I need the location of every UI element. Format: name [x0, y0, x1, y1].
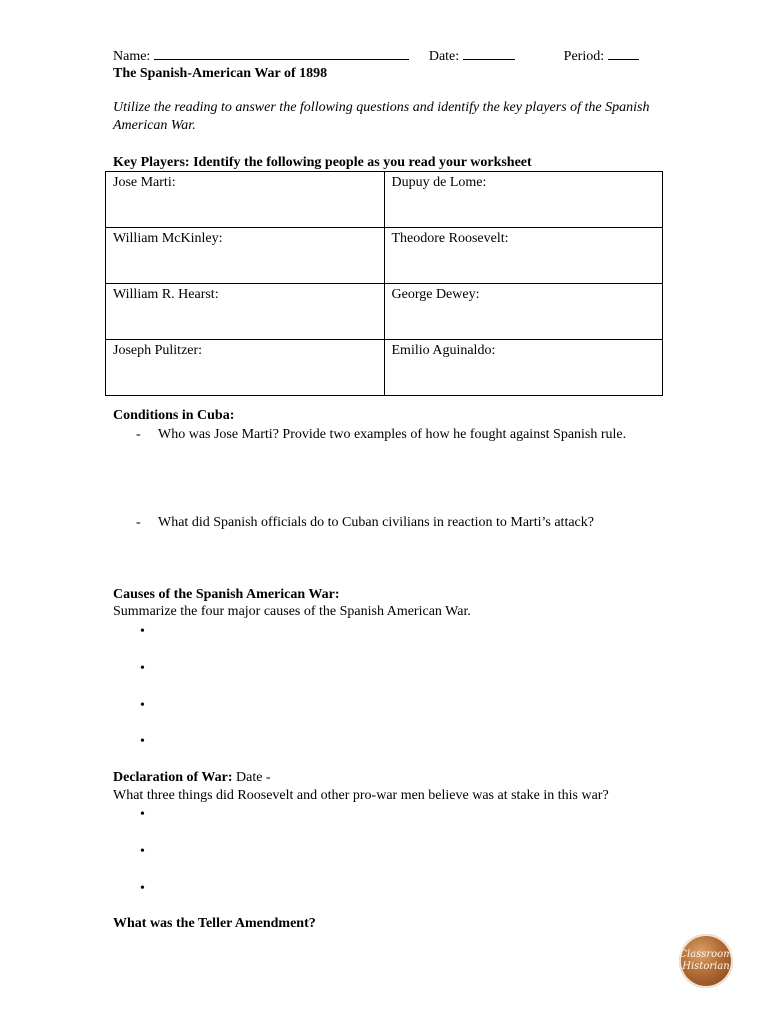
declaration-line: [113, 769, 271, 786]
logo-text-line1: Classroom: [679, 949, 733, 960]
question-2: What did Spanish officials do to Cuban civilians in reaction to Marti’s attack?: [158, 515, 594, 530]
key-players-table: [105, 171, 663, 396]
causes-prompt: Summarize the four major causes of the Spanish American War.: [113, 604, 471, 619]
table-row: [106, 228, 663, 284]
table-row: [106, 172, 663, 228]
period-field[interactable]: [608, 46, 639, 60]
date-field[interactable]: [463, 46, 515, 60]
key-players-heading: Key Players: Identify the following people as you read your worksheet: [113, 155, 532, 170]
dash-marker: -: [136, 515, 141, 530]
logo-text-line2: Historian: [682, 961, 730, 972]
table-cell[interactable]: Jose Marti:: [106, 172, 385, 228]
causes-heading: Causes of the Spanish American War:: [113, 587, 340, 602]
table-cell[interactable]: Joseph Pulitzer:: [106, 340, 385, 396]
bullet-point: •: [140, 844, 145, 859]
question-1: Who was Jose Marti? Provide two examples of how he fought against Spanish rule.: [158, 427, 627, 442]
classroom-historian-logo: [679, 934, 733, 988]
bullet-point: •: [140, 881, 145, 896]
table-row: [106, 340, 663, 396]
bullet-point: •: [140, 807, 145, 822]
declaration-heading: Declaration of War:: [113, 770, 233, 785]
bullet-point: •: [140, 624, 145, 639]
bullet-point: •: [140, 698, 145, 713]
date-label: Date:: [428, 49, 460, 64]
header-row: [113, 46, 653, 64]
teller-heading: What was the Teller Amendment?: [113, 916, 316, 931]
page-title: The Spanish-American War of 1898: [113, 66, 328, 81]
bullet-point: •: [140, 661, 145, 676]
instructions: Utilize the reading to answer the following questions and identify the key players of the Spanish American War.: [113, 100, 650, 133]
dash-marker: -: [136, 427, 141, 442]
table-cell[interactable]: William R. Hearst:: [106, 284, 385, 340]
declaration-prompt: What three things did Roosevelt and other pro-war men believe was at stake in this war?: [113, 788, 609, 803]
bullet-point: •: [140, 734, 145, 749]
conditions-heading: Conditions in Cuba:: [113, 408, 235, 423]
table-cell[interactable]: Emilio Aguinaldo:: [384, 340, 663, 396]
declaration-date-label: Date -: [236, 770, 271, 785]
table-row: [106, 284, 663, 340]
name-label: Name:: [113, 49, 151, 64]
table-cell[interactable]: George Dewey:: [384, 284, 663, 340]
period-label: Period:: [563, 49, 605, 64]
name-field[interactable]: [154, 46, 409, 60]
table-cell[interactable]: William McKinley:: [106, 228, 385, 284]
table-cell[interactable]: Dupuy de Lome:: [384, 172, 663, 228]
table-cell[interactable]: Theodore Roosevelt:: [384, 228, 663, 284]
